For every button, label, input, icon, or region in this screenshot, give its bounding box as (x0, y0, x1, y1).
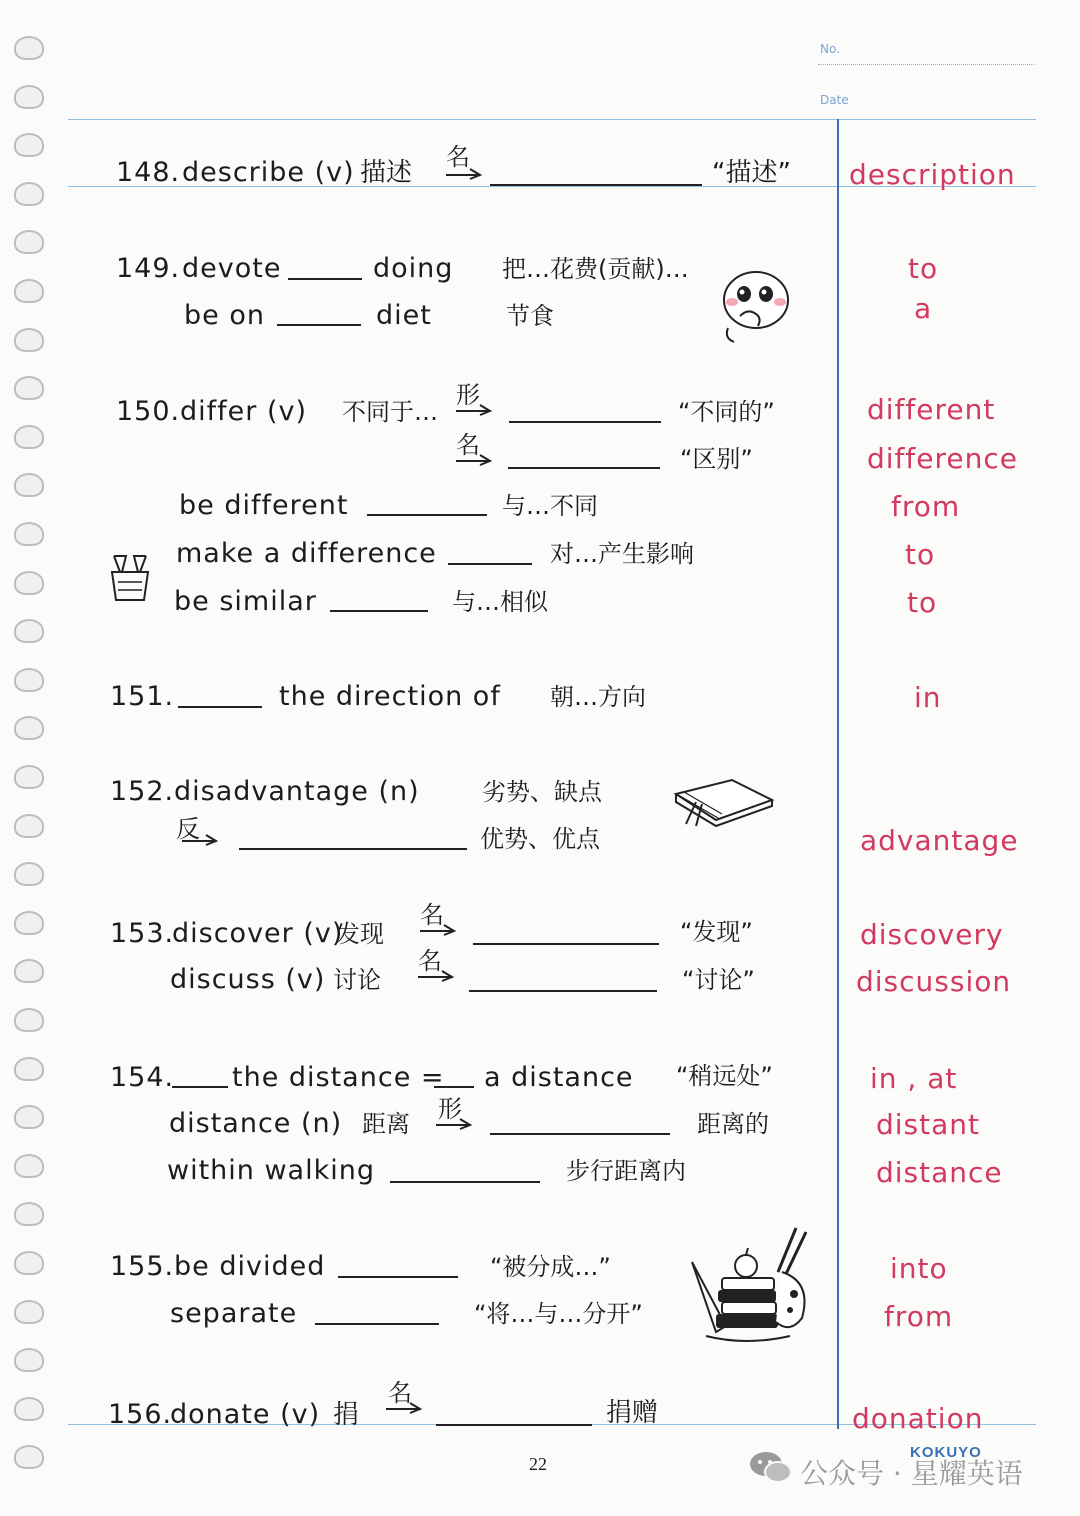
entry-hint: “讨论” (682, 966, 755, 994)
date-label: Date (820, 93, 849, 107)
binder-ring (14, 765, 44, 789)
answer: advantage (860, 824, 1019, 857)
phrase-text: a distance (484, 1062, 634, 1093)
wechat-icon (748, 1450, 792, 1484)
answer: difference (867, 442, 1018, 475)
phrase-meaning: “稍远处” (676, 1062, 773, 1090)
answer: discovery (860, 918, 1004, 951)
prompt-noun: 名 (420, 901, 444, 929)
answer-blank (315, 1323, 439, 1325)
binder-ring (14, 85, 44, 109)
prompt-noun: 名 (388, 1379, 412, 1407)
page-number: 22 (529, 1454, 547, 1474)
cartoon-face-icon (718, 266, 794, 346)
phrase-text: be divided (174, 1251, 326, 1282)
phrase-text: within walking (167, 1155, 375, 1186)
phrase-text: be different (179, 490, 349, 521)
binder-ring (14, 425, 44, 449)
brand-logo: KOKUYO (910, 1444, 982, 1461)
binder-ring (14, 1008, 44, 1032)
binder-ring (14, 182, 44, 206)
entry-meaning: 讨论 (333, 966, 381, 994)
binder-ring (14, 522, 44, 546)
entry-meaning: 不同于… (342, 398, 438, 426)
answer-blank (239, 848, 467, 850)
answer: distance (876, 1156, 1003, 1189)
answer: in (914, 681, 942, 714)
answer-blank (367, 514, 487, 516)
binder-ring (14, 1105, 44, 1129)
answer: into (890, 1252, 948, 1285)
phrase-meaning: 与…相似 (452, 588, 548, 616)
phrase-text: make a difference (176, 538, 437, 569)
entry-word: donate (v) (170, 1399, 321, 1430)
binder-ring (14, 1348, 44, 1372)
arrow-icon (416, 968, 456, 982)
answer-blank (330, 610, 428, 612)
prompt-noun: 名 (456, 431, 480, 459)
entry-number: 151. (110, 681, 175, 712)
phrase-text: diet (376, 300, 432, 331)
arrow-icon (384, 1400, 424, 1414)
binder-ring (14, 473, 44, 497)
answer: from (884, 1300, 954, 1333)
answer: to (908, 252, 939, 285)
binder-ring (14, 36, 44, 60)
phrase-text: be on (184, 300, 265, 331)
answer-blank (178, 706, 262, 708)
binder-ring (14, 1397, 44, 1421)
answer-blank (473, 943, 659, 945)
answer: donation (852, 1402, 984, 1435)
binder-ring (14, 814, 44, 838)
top-rule (68, 119, 1036, 120)
binder-ring (14, 1300, 44, 1324)
binder-ring (14, 1154, 44, 1178)
answer-blank (390, 1181, 540, 1183)
answer-blank (172, 1086, 228, 1088)
binder-ring (14, 668, 44, 692)
entry-hint: 捐赠 (606, 1398, 659, 1428)
binder-ring (14, 571, 44, 595)
no-label: No. (820, 42, 840, 56)
arrow-icon (418, 922, 458, 936)
binder-ring (14, 133, 44, 157)
phrase-meaning: 步行距离内 (566, 1157, 686, 1185)
prompt-opposite: 反 (176, 815, 200, 843)
entry-number: 149. (116, 253, 181, 284)
entry-hint: “发现” (680, 918, 753, 946)
answer: different (867, 393, 996, 426)
entry-meaning: 发现 (336, 920, 384, 948)
phrase-text: the distance = (232, 1062, 445, 1093)
answer-blank (436, 1424, 592, 1426)
entry-word: describe (v) (182, 157, 355, 188)
entry-number: 150. (116, 396, 181, 427)
binder-clip-icon (106, 552, 154, 604)
binder-ring (14, 328, 44, 352)
binder-ring (14, 1057, 44, 1081)
no-dotted-line (818, 64, 1034, 65)
entry-meaning: 捐 (333, 1400, 360, 1430)
binder-ring (14, 911, 44, 935)
phrase-meaning: 对…产生影响 (550, 540, 694, 568)
binder-ring (14, 1251, 44, 1275)
entry-meaning: 距离 (362, 1110, 410, 1138)
entry-number: 153. (110, 918, 175, 949)
answer: description (849, 158, 1016, 191)
book-icon (666, 774, 778, 828)
binder-ring (14, 619, 44, 643)
phrase-meaning: 把…花费(贡献)… (502, 255, 689, 283)
entry-meaning: 劣势、缺点 (482, 778, 602, 806)
phrase-meaning: 与…不同 (502, 492, 598, 520)
entry-word: discuss (v) (170, 964, 326, 995)
binder-ring (14, 230, 44, 254)
binder-ring (14, 716, 44, 740)
entry-number: 155. (110, 1251, 175, 1282)
phrase-text: be similar (174, 586, 317, 617)
entry-hint: “描述” (712, 158, 791, 188)
binder-ring (14, 279, 44, 303)
answer-blank (288, 278, 362, 280)
answer: from (891, 490, 961, 523)
entry-hint: “不同的” (678, 398, 775, 426)
answer-blank (509, 421, 661, 423)
phrase-text: doing (373, 253, 454, 284)
answer-blank (338, 1276, 458, 1278)
answer-blank (490, 184, 702, 186)
entry-word: differ (v) (180, 396, 307, 427)
phrase-text: separate (170, 1298, 298, 1329)
phrase-text: the direction of (279, 681, 501, 712)
entry-hint: 优势、优点 (480, 825, 600, 853)
answer: a (914, 292, 933, 325)
entry-number: 152. (110, 776, 175, 807)
binder-ring (14, 959, 44, 983)
entry-number: 148. (116, 157, 181, 188)
arrow-icon (434, 1116, 474, 1130)
binder-ring (14, 1445, 44, 1469)
prompt-noun: 名 (418, 947, 442, 975)
answer: to (907, 586, 938, 619)
answer-blank (490, 1133, 670, 1135)
answer-blank (508, 467, 660, 469)
school-supplies-icon (686, 1222, 814, 1344)
entry-word: disadvantage (n) (174, 776, 420, 807)
phrase-text: devote (182, 253, 282, 284)
answer-blank (469, 990, 657, 992)
answer: discussion (856, 965, 1012, 998)
arrow-icon (454, 452, 494, 466)
watermark: 公众号 · 星耀英语 (800, 1457, 1023, 1490)
arrow-icon (180, 832, 220, 846)
entry-word: discover (v) (172, 918, 344, 949)
binder-ring (14, 862, 44, 886)
binder-ring (14, 376, 44, 400)
entry-number: 154. (110, 1062, 175, 1093)
answer: distant (876, 1108, 981, 1141)
phrase-meaning: 朝…方向 (550, 683, 646, 711)
margin-line (837, 119, 839, 1429)
arrow-icon (454, 402, 494, 416)
phrase-meaning: 节食 (506, 302, 554, 330)
phrase-meaning: “将…与…分开” (474, 1300, 643, 1328)
phrase-meaning: “被分成…” (490, 1253, 611, 1281)
answer: to (905, 538, 936, 571)
answer-blank (277, 324, 361, 326)
entry-hint: 距离的 (697, 1110, 769, 1138)
prompt-adj: 形 (438, 1095, 462, 1123)
answer: in , at (870, 1062, 958, 1095)
arrow-icon (444, 166, 484, 180)
prompt-noun: 名 (446, 143, 470, 171)
binder-ring (14, 1202, 44, 1226)
entry-hint: “区别” (680, 445, 753, 473)
answer-blank (448, 563, 532, 565)
prompt-adj: 形 (456, 381, 480, 409)
entry-number: 156. (108, 1399, 173, 1430)
entry-meaning: 描述 (360, 158, 413, 188)
entry-word: distance (n) (169, 1108, 343, 1139)
answer-blank (434, 1086, 474, 1088)
